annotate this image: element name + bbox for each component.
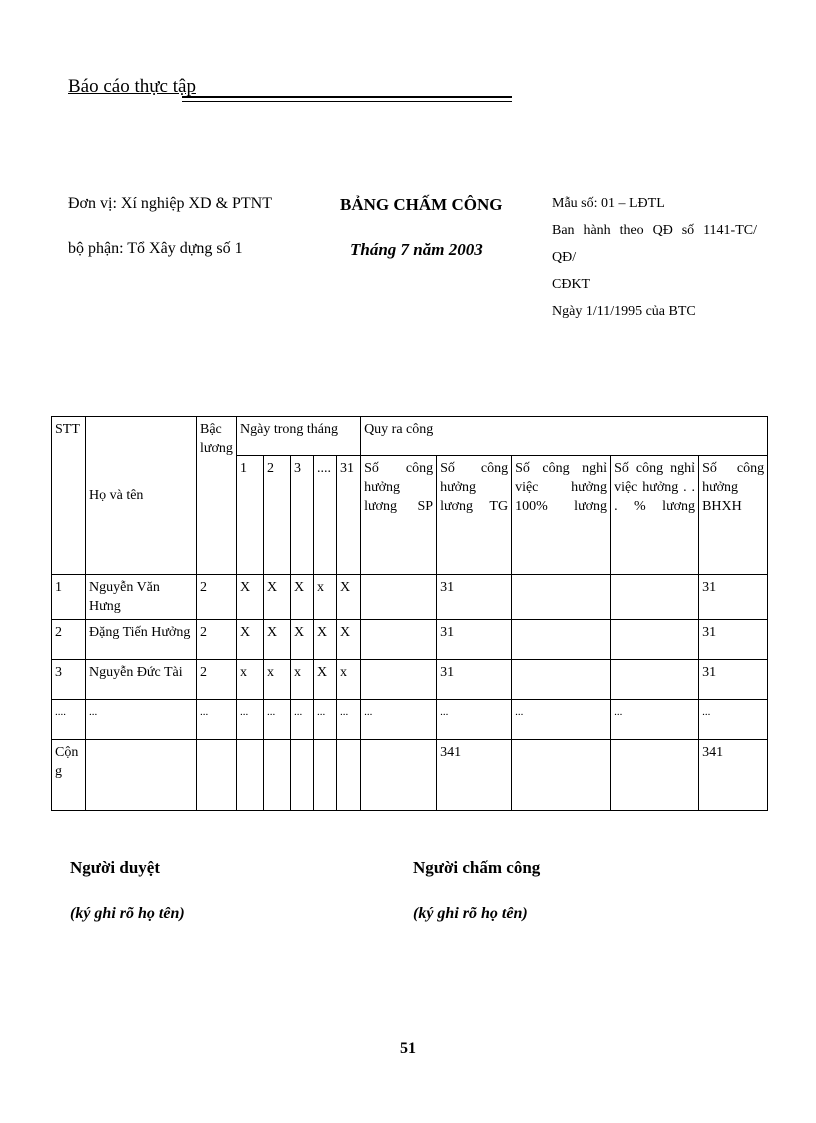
header-rule xyxy=(182,96,512,102)
total-q5: 341 xyxy=(699,740,768,811)
page-number: 51 xyxy=(400,1040,416,1057)
approver-note: (ký ghi rõ họ tên) xyxy=(70,905,185,922)
cell-q5: 31 xyxy=(699,575,768,620)
cell-q4 xyxy=(611,575,699,620)
header-day: 31 xyxy=(337,456,361,575)
cell-day: ... xyxy=(314,700,337,740)
table-row xyxy=(52,700,768,740)
header-day: 2 xyxy=(264,456,291,575)
table-row xyxy=(52,575,768,620)
unit-name: Đơn vị: Xí nghiệp XD & PTNT xyxy=(68,195,273,212)
timekeeper-title: Người chấm công xyxy=(413,858,541,877)
cell-q1 xyxy=(361,660,437,700)
header-name: Họ và tên xyxy=(86,417,197,575)
cell-grade: 2 xyxy=(197,660,237,700)
total-q2: 341 xyxy=(437,740,512,811)
cell-q3: ... xyxy=(512,700,611,740)
cell-day: X xyxy=(314,660,337,700)
cell-day: X xyxy=(237,575,264,620)
header-grade: Bậc lương xyxy=(197,417,237,575)
cell-name: Nguyễn Văn Hưng xyxy=(86,575,197,620)
cell-q2: 31 xyxy=(437,620,512,660)
cell-day: X xyxy=(314,620,337,660)
cell-name: Đặng Tiến Hưởng xyxy=(86,620,197,660)
cell-stt: 2 xyxy=(52,620,86,660)
header-q4: Số công nghỉ việc hưởng . . . % lương xyxy=(611,456,699,575)
page-header: Báo cáo thực tập xyxy=(68,76,196,97)
total-row xyxy=(52,740,768,811)
cell-day: ... xyxy=(264,700,291,740)
cell-day: X xyxy=(337,620,361,660)
cell-q4: ... xyxy=(611,700,699,740)
cell-q3 xyxy=(512,575,611,620)
cell-day: x xyxy=(337,660,361,700)
cell-q2: 31 xyxy=(437,575,512,620)
table-row xyxy=(52,660,768,700)
document-subtitle: Tháng 7 năm 2003 xyxy=(350,240,483,259)
attendance-table xyxy=(51,416,768,811)
form-decision: Ban hành theo QĐ số 1141-TC/ QĐ/ xyxy=(552,223,757,265)
table-row xyxy=(52,620,768,660)
cell-q1 xyxy=(361,620,437,660)
cell-q1: ... xyxy=(361,700,437,740)
cell-day: X xyxy=(264,575,291,620)
cell-day: x xyxy=(237,660,264,700)
header-days: Ngày trong tháng xyxy=(237,417,361,456)
cell-q4 xyxy=(611,660,699,700)
header-day: .... xyxy=(314,456,337,575)
cell-q3 xyxy=(512,620,611,660)
header-day: 1 xyxy=(237,456,264,575)
unit-department: bộ phận: Tổ Xây dựng số 1 xyxy=(68,240,243,257)
cell-grade: 2 xyxy=(197,620,237,660)
cell-q1 xyxy=(361,575,437,620)
form-info xyxy=(552,190,757,325)
total-label: Cộng xyxy=(52,740,86,811)
cell-day: ... xyxy=(291,700,314,740)
header-q1: Số công hưởng lương SP xyxy=(361,456,437,575)
header-quy: Quy ra công xyxy=(361,417,768,456)
cell-day: X xyxy=(291,620,314,660)
cell-day: X xyxy=(337,575,361,620)
cell-day: x xyxy=(291,660,314,700)
header-q2: Số công hưởng lương TG xyxy=(437,456,512,575)
header-q5: Số công hưởng BHXH xyxy=(699,456,768,575)
cell-q4 xyxy=(611,620,699,660)
approver-title: Người duyệt xyxy=(70,858,160,877)
header-row xyxy=(52,417,768,456)
cell-stt: .... xyxy=(52,700,86,740)
cell-name: Nguyễn Đức Tài xyxy=(86,660,197,700)
cell-grade: ... xyxy=(197,700,237,740)
cell-q5: 31 xyxy=(699,620,768,660)
header-day: 3 xyxy=(291,456,314,575)
cell-stt: 1 xyxy=(52,575,86,620)
header-stt: STT xyxy=(52,417,86,575)
cell-day: ... xyxy=(337,700,361,740)
cell-q5: 31 xyxy=(699,660,768,700)
cell-q5: ... xyxy=(699,700,768,740)
cell-day: X xyxy=(237,620,264,660)
cell-day: ... xyxy=(237,700,264,740)
cell-q3 xyxy=(512,660,611,700)
form-decision-cont: CĐKT xyxy=(552,277,591,292)
cell-day: x xyxy=(264,660,291,700)
cell-q2: ... xyxy=(437,700,512,740)
document-title: BẢNG CHẤM CÔNG xyxy=(340,195,503,214)
form-date: Ngày 1/11/1995 của BTC xyxy=(552,304,696,319)
timekeeper-note: (ký ghi rõ họ tên) xyxy=(413,905,528,922)
cell-grade: 2 xyxy=(197,575,237,620)
cell-day: X xyxy=(291,575,314,620)
cell-name: ... xyxy=(86,700,197,740)
cell-day: X xyxy=(264,620,291,660)
cell-day: x xyxy=(314,575,337,620)
form-code: Mẫu số: 01 – LĐTL xyxy=(552,196,665,211)
header-q3: Số công nghỉ việc hưởng 100% lương xyxy=(512,456,611,575)
cell-q2: 31 xyxy=(437,660,512,700)
cell-stt: 3 xyxy=(52,660,86,700)
